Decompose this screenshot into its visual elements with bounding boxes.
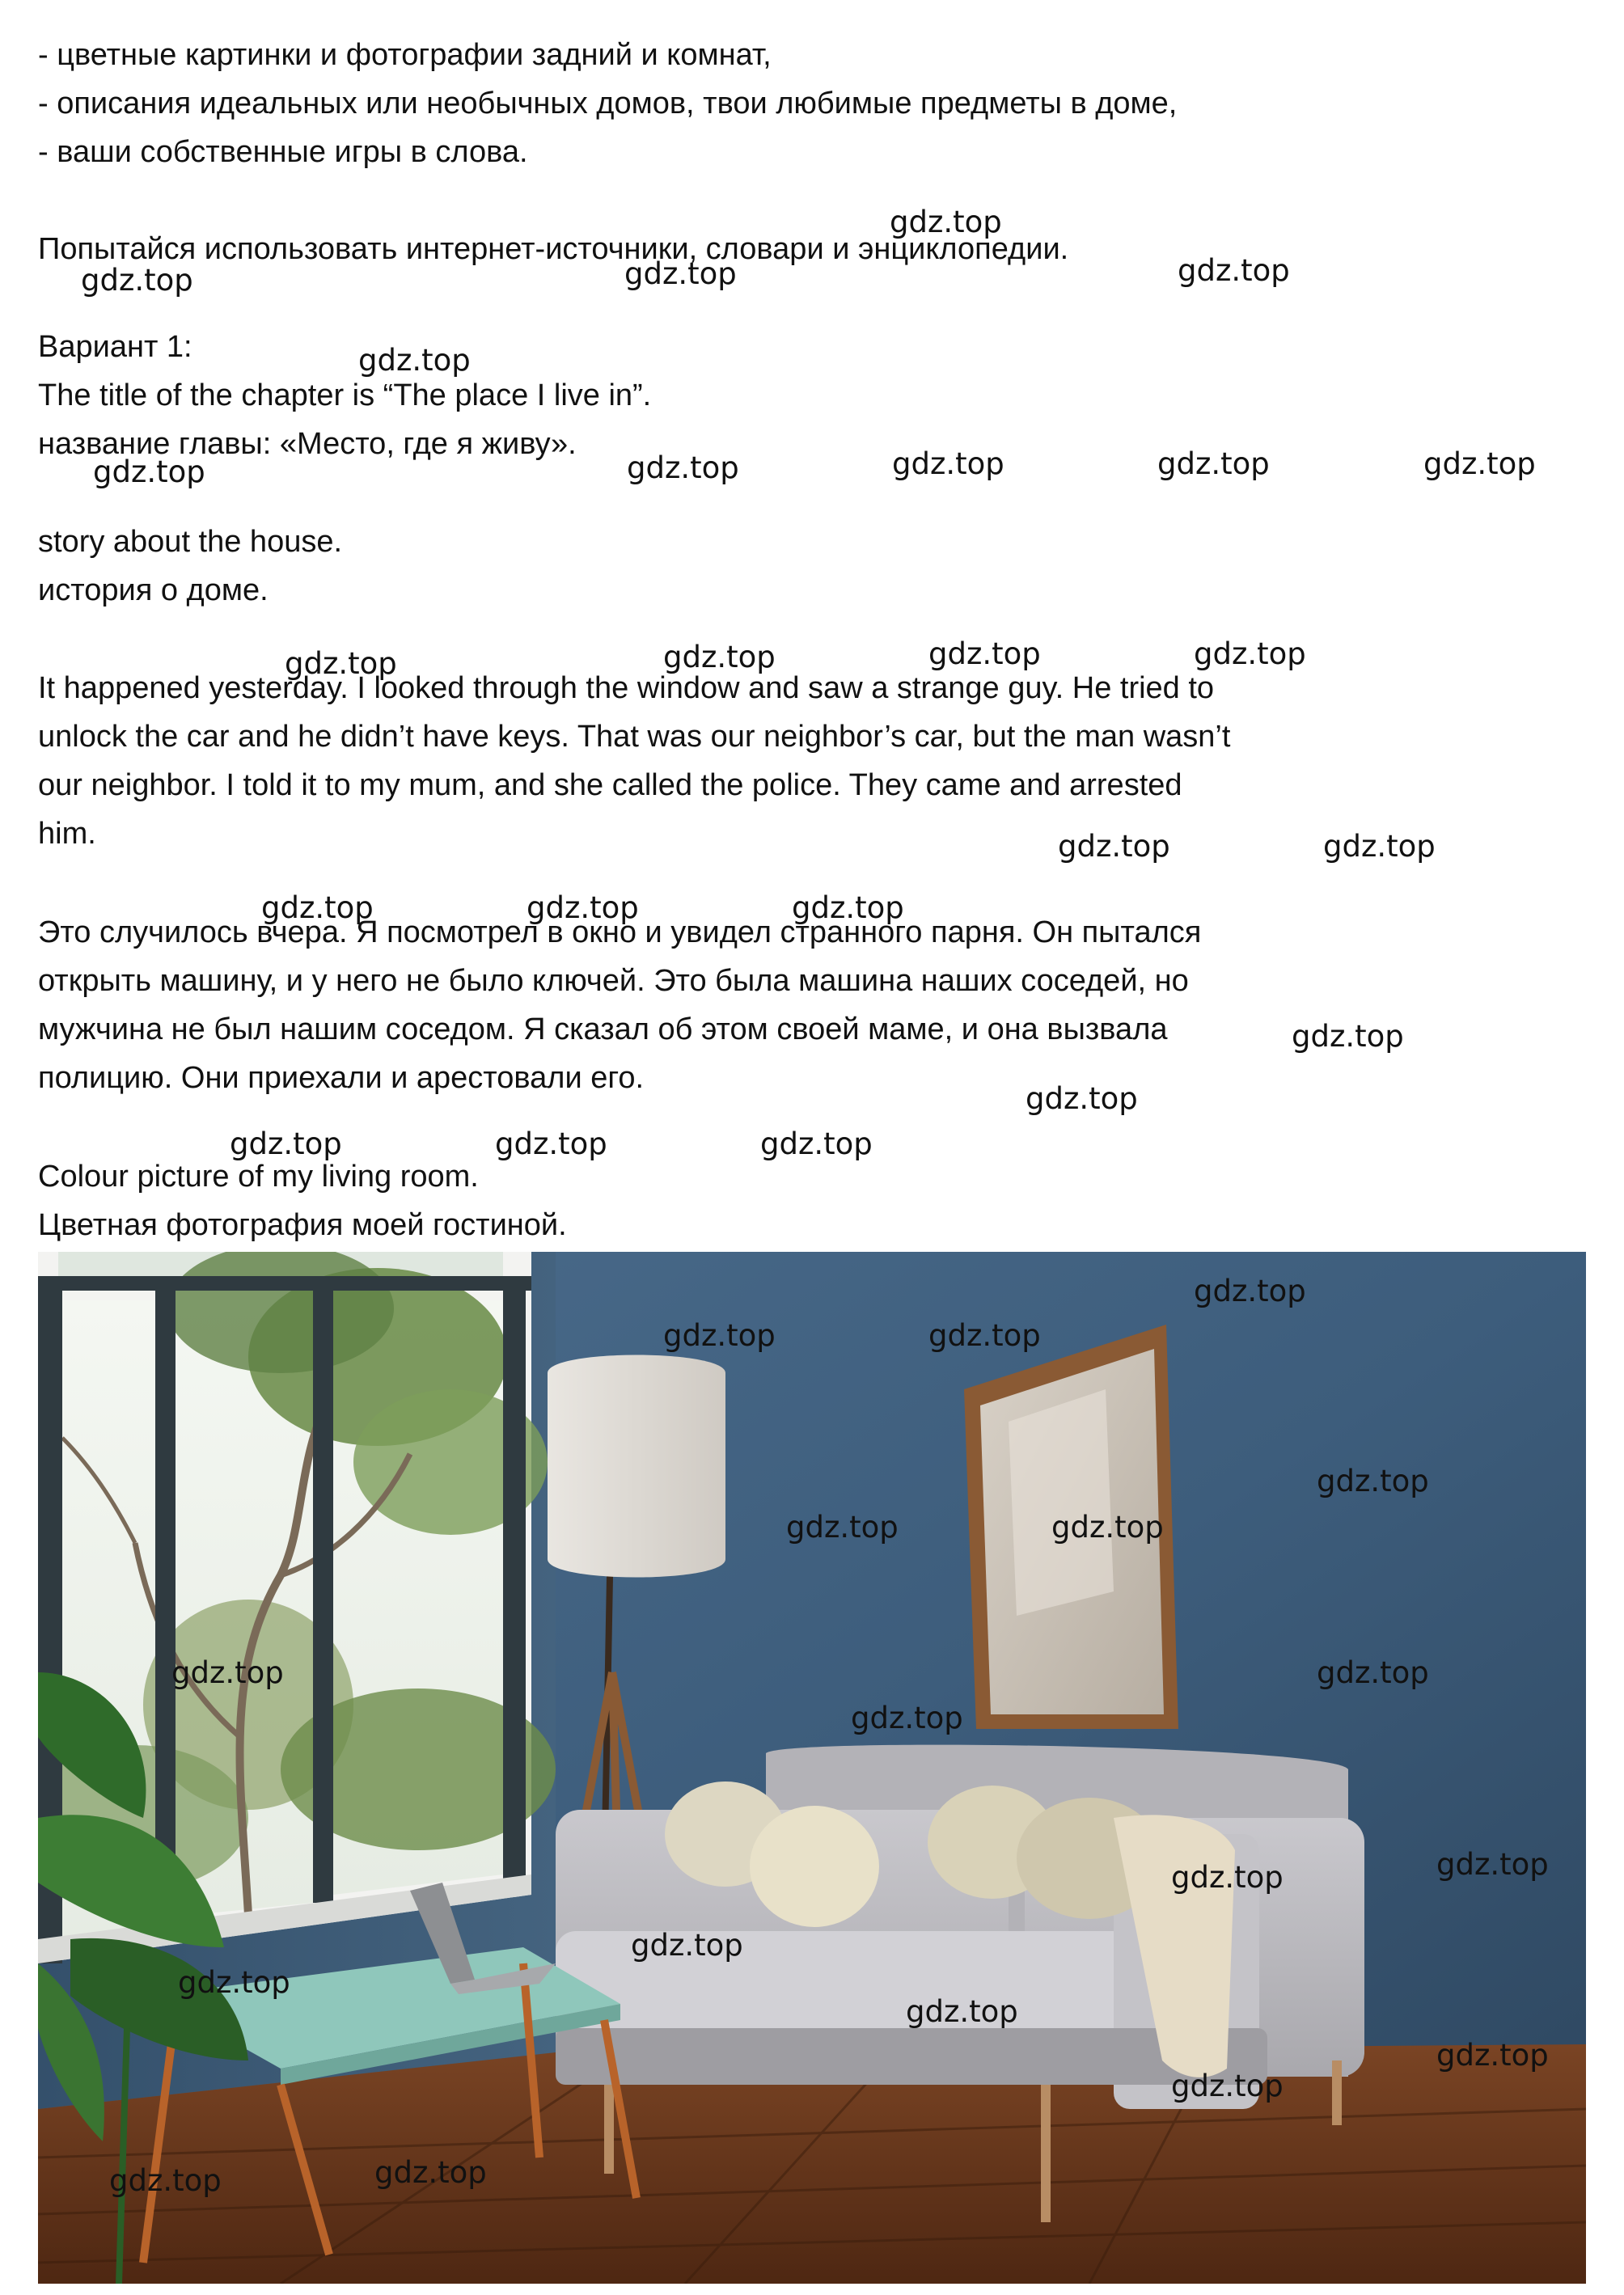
watermark: gdz.top: [1436, 1847, 1549, 1882]
watermark: gdz.top: [1178, 253, 1290, 288]
watermark: gdz.top: [1194, 1274, 1306, 1308]
watermark: gdz.top: [760, 1126, 873, 1161]
watermark: gdz.top: [631, 1928, 743, 1963]
watermark: gdz.top: [374, 2155, 487, 2190]
watermark: gdz.top: [1058, 829, 1170, 864]
watermark: gdz.top: [171, 1655, 284, 1690]
watermark: gdz.top: [928, 1318, 1041, 1353]
story-ru-line: полицию. Они приехали и арестовали его.: [38, 1061, 645, 1095]
story-en-line: him.: [38, 817, 96, 851]
picture-caption-en: Colour picture of my living room.: [38, 1160, 479, 1194]
watermark: gdz.top: [1171, 2069, 1284, 2103]
story-heading-en: story about the house.: [38, 525, 343, 559]
bullet-line-3: - ваши собственные игры в слова.: [38, 135, 528, 169]
watermark: gdz.top: [892, 446, 1004, 481]
watermark: gdz.top: [928, 636, 1041, 671]
story-en-line: It happened yesterday. I looked through the window and saw a strange guy. He tried to: [38, 671, 1215, 705]
variant-label: Вариант 1:: [38, 330, 192, 364]
story-heading-ru: история о доме.: [38, 573, 269, 607]
watermark: gdz.top: [1051, 1510, 1164, 1545]
watermark: gdz.top: [627, 450, 739, 485]
watermark: gdz.top: [1317, 1655, 1429, 1690]
watermark: gdz.top: [663, 1318, 776, 1353]
watermark: gdz.top: [890, 205, 1002, 239]
watermark: gdz.top: [93, 454, 205, 489]
watermark: gdz.top: [109, 2163, 222, 2198]
watermark: gdz.top: [786, 1510, 899, 1545]
watermark: gdz.top: [358, 343, 471, 378]
watermark: gdz.top: [527, 890, 639, 925]
chapter-title-en: The title of the chapter is “The place I live in”.: [38, 378, 652, 412]
watermark: gdz.top: [1292, 1019, 1404, 1054]
watermark: gdz.top: [624, 256, 737, 291]
watermark: gdz.top: [285, 646, 397, 681]
watermark: gdz.top: [1171, 1860, 1284, 1895]
story-en-line: unlock the car and he didn’t have keys. That was our neighbor’s car, but the man wasn’t: [38, 720, 1231, 754]
instruction-text: Попытайся использовать интернет-источники, словари и энциклопедии.: [38, 232, 1069, 266]
watermark: gdz.top: [178, 1965, 290, 2000]
living-room-photo: [38, 1252, 1586, 2284]
picture-caption-ru: Цветная фотография моей гостиной.: [38, 1208, 567, 1242]
watermark: gdz.top: [495, 1126, 607, 1161]
story-ru-line: мужчина не был нашим соседом. Я сказал об этом своей маме, и она вызвала: [38, 1012, 1168, 1046]
watermark: gdz.top: [792, 890, 904, 925]
watermark: gdz.top: [81, 263, 193, 298]
story-ru-line: Это случилось вчера. Я посмотрел в окно и увидел странного парня. Он пытался: [38, 915, 1202, 949]
watermark: gdz.top: [1423, 446, 1536, 481]
watermark: gdz.top: [230, 1126, 342, 1161]
bullet-line-2: - описания идеальных или необычных домов, твои любимые предметы в доме,: [38, 87, 1178, 120]
story-ru-line: открыть машину, и у него не было ключей. Это была машина наших соседей, но: [38, 964, 1189, 998]
watermark: gdz.top: [1157, 446, 1270, 481]
watermark: gdz.top: [1026, 1081, 1138, 1116]
watermark: gdz.top: [1317, 1464, 1429, 1498]
watermark: gdz.top: [261, 890, 374, 925]
bullet-line-1: - цветные картинки и фотографии задний и комнат,: [38, 38, 772, 72]
watermark: gdz.top: [851, 1701, 963, 1735]
watermark: gdz.top: [1194, 636, 1306, 671]
watermark: gdz.top: [1436, 2038, 1549, 2073]
watermark: gdz.top: [906, 1994, 1018, 2029]
chapter-title-ru: название главы: «Место, где я живу».: [38, 427, 577, 461]
watermark: gdz.top: [663, 640, 776, 674]
story-en-line: our neighbor. I told it to my mum, and she called the police. They came and arrested: [38, 768, 1182, 802]
watermark: gdz.top: [1323, 829, 1436, 864]
